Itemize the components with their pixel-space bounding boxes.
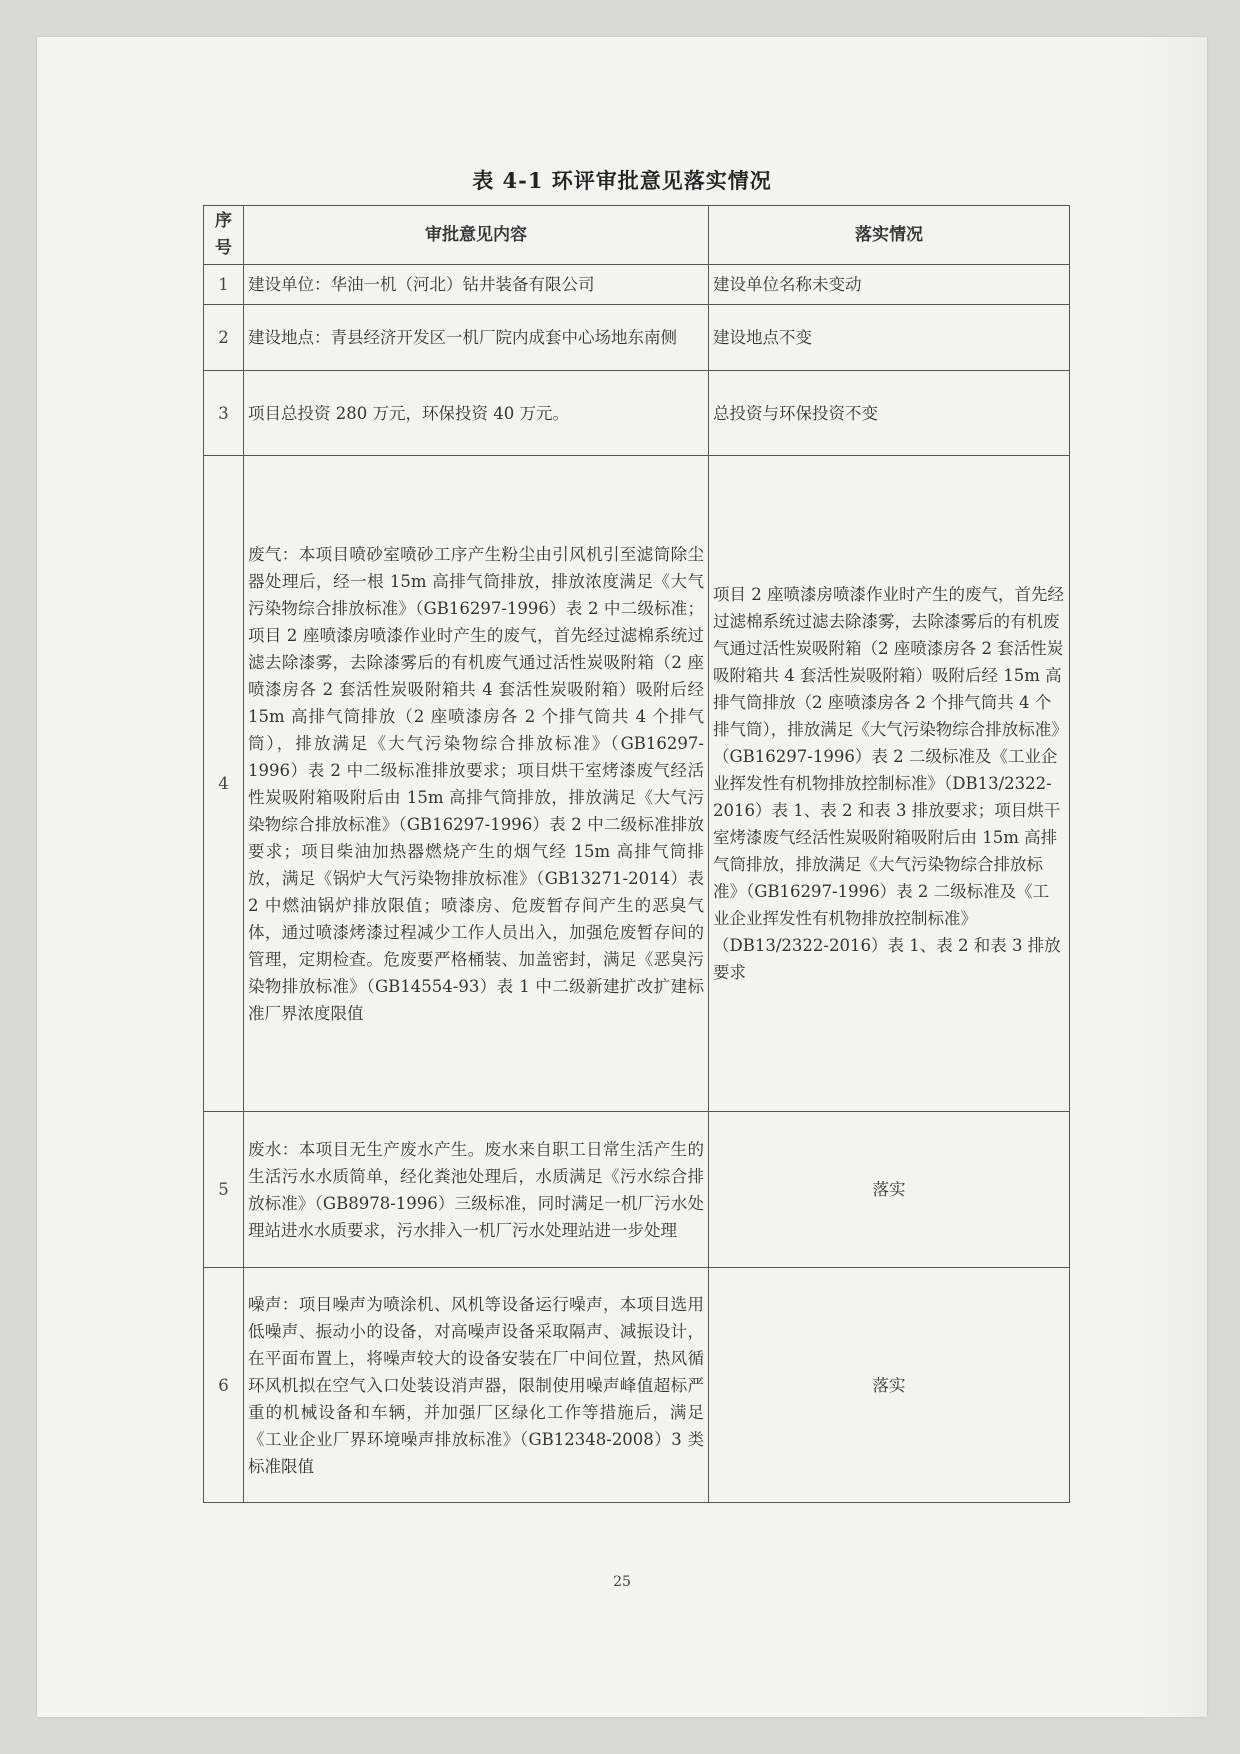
row-index: 2: [204, 305, 244, 371]
row-index: 3: [204, 371, 244, 456]
header-index: 序号: [204, 206, 244, 265]
row-result: 建设地点不变: [709, 305, 1070, 371]
row-content: 项目总投资 280 万元，环保投资 40 万元。: [244, 371, 709, 456]
row-result: 总投资与环保投资不变: [709, 371, 1070, 456]
table-row: [204, 371, 1070, 456]
row-content: 废气：本项目喷砂室喷砂工序产生粉尘由引风机引至滤筒除尘器处理后，经一根 15m 高排气筒排放，排放浓度满足《大气污染物综合排放标准》（GB16297-1996）表 2 中二级标准；项目 2 座喷漆房喷漆作业时产生的废气，首先经过滤棉系统过滤去除漆雾，去除漆雾后的有机废气通过活性炭吸附箱（2 座喷漆房各 2 套活性炭吸附箱共 4 套活性炭吸附箱）吸附后经 15m 高排气筒排放（2 座喷漆房各 2 个排气筒共 4 个排气筒），排放满足《大气污染物综合排放标准》（GB16297-1996）表 2 中二级标准排放要求；项目烘干室烤漆废气经活性炭吸附箱吸附后由 15m 高排气筒排放，排放满足《大气污染物综合排放标准》（GB16297-1996）表 2 中二级标准排放要求；项目柴油加热器燃烧产生的烟气经 15m 高排气筒排放，满足《锅炉大气污染物排放标准》（GB13271-2014）表 2 中燃油锅炉排放限值；喷漆房、危废暂存间产生的恶臭气体，通过喷漆烤漆过程减少工作人员出入，加强危废暂存间的管理，定期检查。危废要严格桶装、加盖密封，满足《恶臭污染物排放标准》（GB14554-93）表 1 中二级新建扩改扩建标准厂界浓度限值: [244, 456, 709, 1112]
page-number: 25: [613, 1574, 631, 1590]
approval-opinions-table: [203, 205, 1070, 1503]
row-content: 建设地点：青县经济开发区一机厂院内成套中心场地东南侧: [244, 305, 709, 371]
table-row: [204, 265, 1070, 305]
header-result: 落实情况: [709, 206, 1070, 265]
table-title: 表 4-1 环评审批意见落实情况: [472, 168, 772, 193]
table-header-row: [204, 206, 1070, 265]
row-result: 落实: [709, 1268, 1070, 1503]
header-content: 审批意见内容: [244, 206, 709, 265]
row-index: 6: [204, 1268, 244, 1503]
row-index: 4: [204, 456, 244, 1112]
row-index: 1: [204, 265, 244, 305]
row-content: 噪声：项目噪声为喷涂机、风机等设备运行噪声，本项目选用低噪声、振动小的设备，对高噪声设备采取隔声、减振设计，在平面布置上，将噪声较大的设备安装在厂中间位置，热风循环风机拟在空气入口处装设消声器，限制使用噪声峰值超标严重的机械设备和车辆，并加强厂区绿化工作等措施后，满足《工业企业厂界环境噪声排放标准》（GB12348-2008）3 类标准限值: [244, 1268, 709, 1503]
table-row: [204, 456, 1070, 1112]
row-content: 废水：本项目无生产废水产生。废水来自职工日常生活产生的生活污水水质简单，经化粪池处理后，水质满足《污水综合排放标准》（GB8978-1996）三级标准，同时满足一机厂污水处理站进水水质要求，污水排入一机厂污水处理站进一步处理: [244, 1112, 709, 1268]
page-shading: [1147, 37, 1207, 1717]
row-result: 建设单位名称未变动: [709, 265, 1070, 305]
row-index: 5: [204, 1112, 244, 1268]
row-result: 项目 2 座喷漆房喷漆作业时产生的废气，首先经过滤棉系统过滤去除漆雾，去除漆雾后的有机废气通过活性炭吸附箱（2 座喷漆房各 2 套活性炭吸附箱共 4 套活性炭吸附箱）吸附后经 15m 高排气筒排放（2 座喷漆房各 2 个排气筒共 4 个排气筒），排放满足《大气污染物综合排放标准》（GB16297-1996）表 2 二级标准及《工业企业挥发性有机物排放控制标准》（DB13/2322-2016）表 1、表 2 和表 3 排放要求；项目烘干室烤漆废气经活性炭吸附箱吸附后由 15m 高排气筒排放，排放满足《大气污染物综合排放标准》（GB16297-1996）表 2 二级标准及《工业企业挥发性有机物排放控制标准》（DB13/2322-2016）表 1、表 2 和表 3 排放要求: [709, 456, 1070, 1112]
document-page: [37, 37, 1207, 1717]
table-row: [204, 1268, 1070, 1503]
table-row: [204, 1112, 1070, 1268]
table-row: [204, 305, 1070, 371]
row-content: 建设单位：华油一机（河北）钻井装备有限公司: [244, 265, 709, 305]
row-result: 落实: [709, 1112, 1070, 1268]
